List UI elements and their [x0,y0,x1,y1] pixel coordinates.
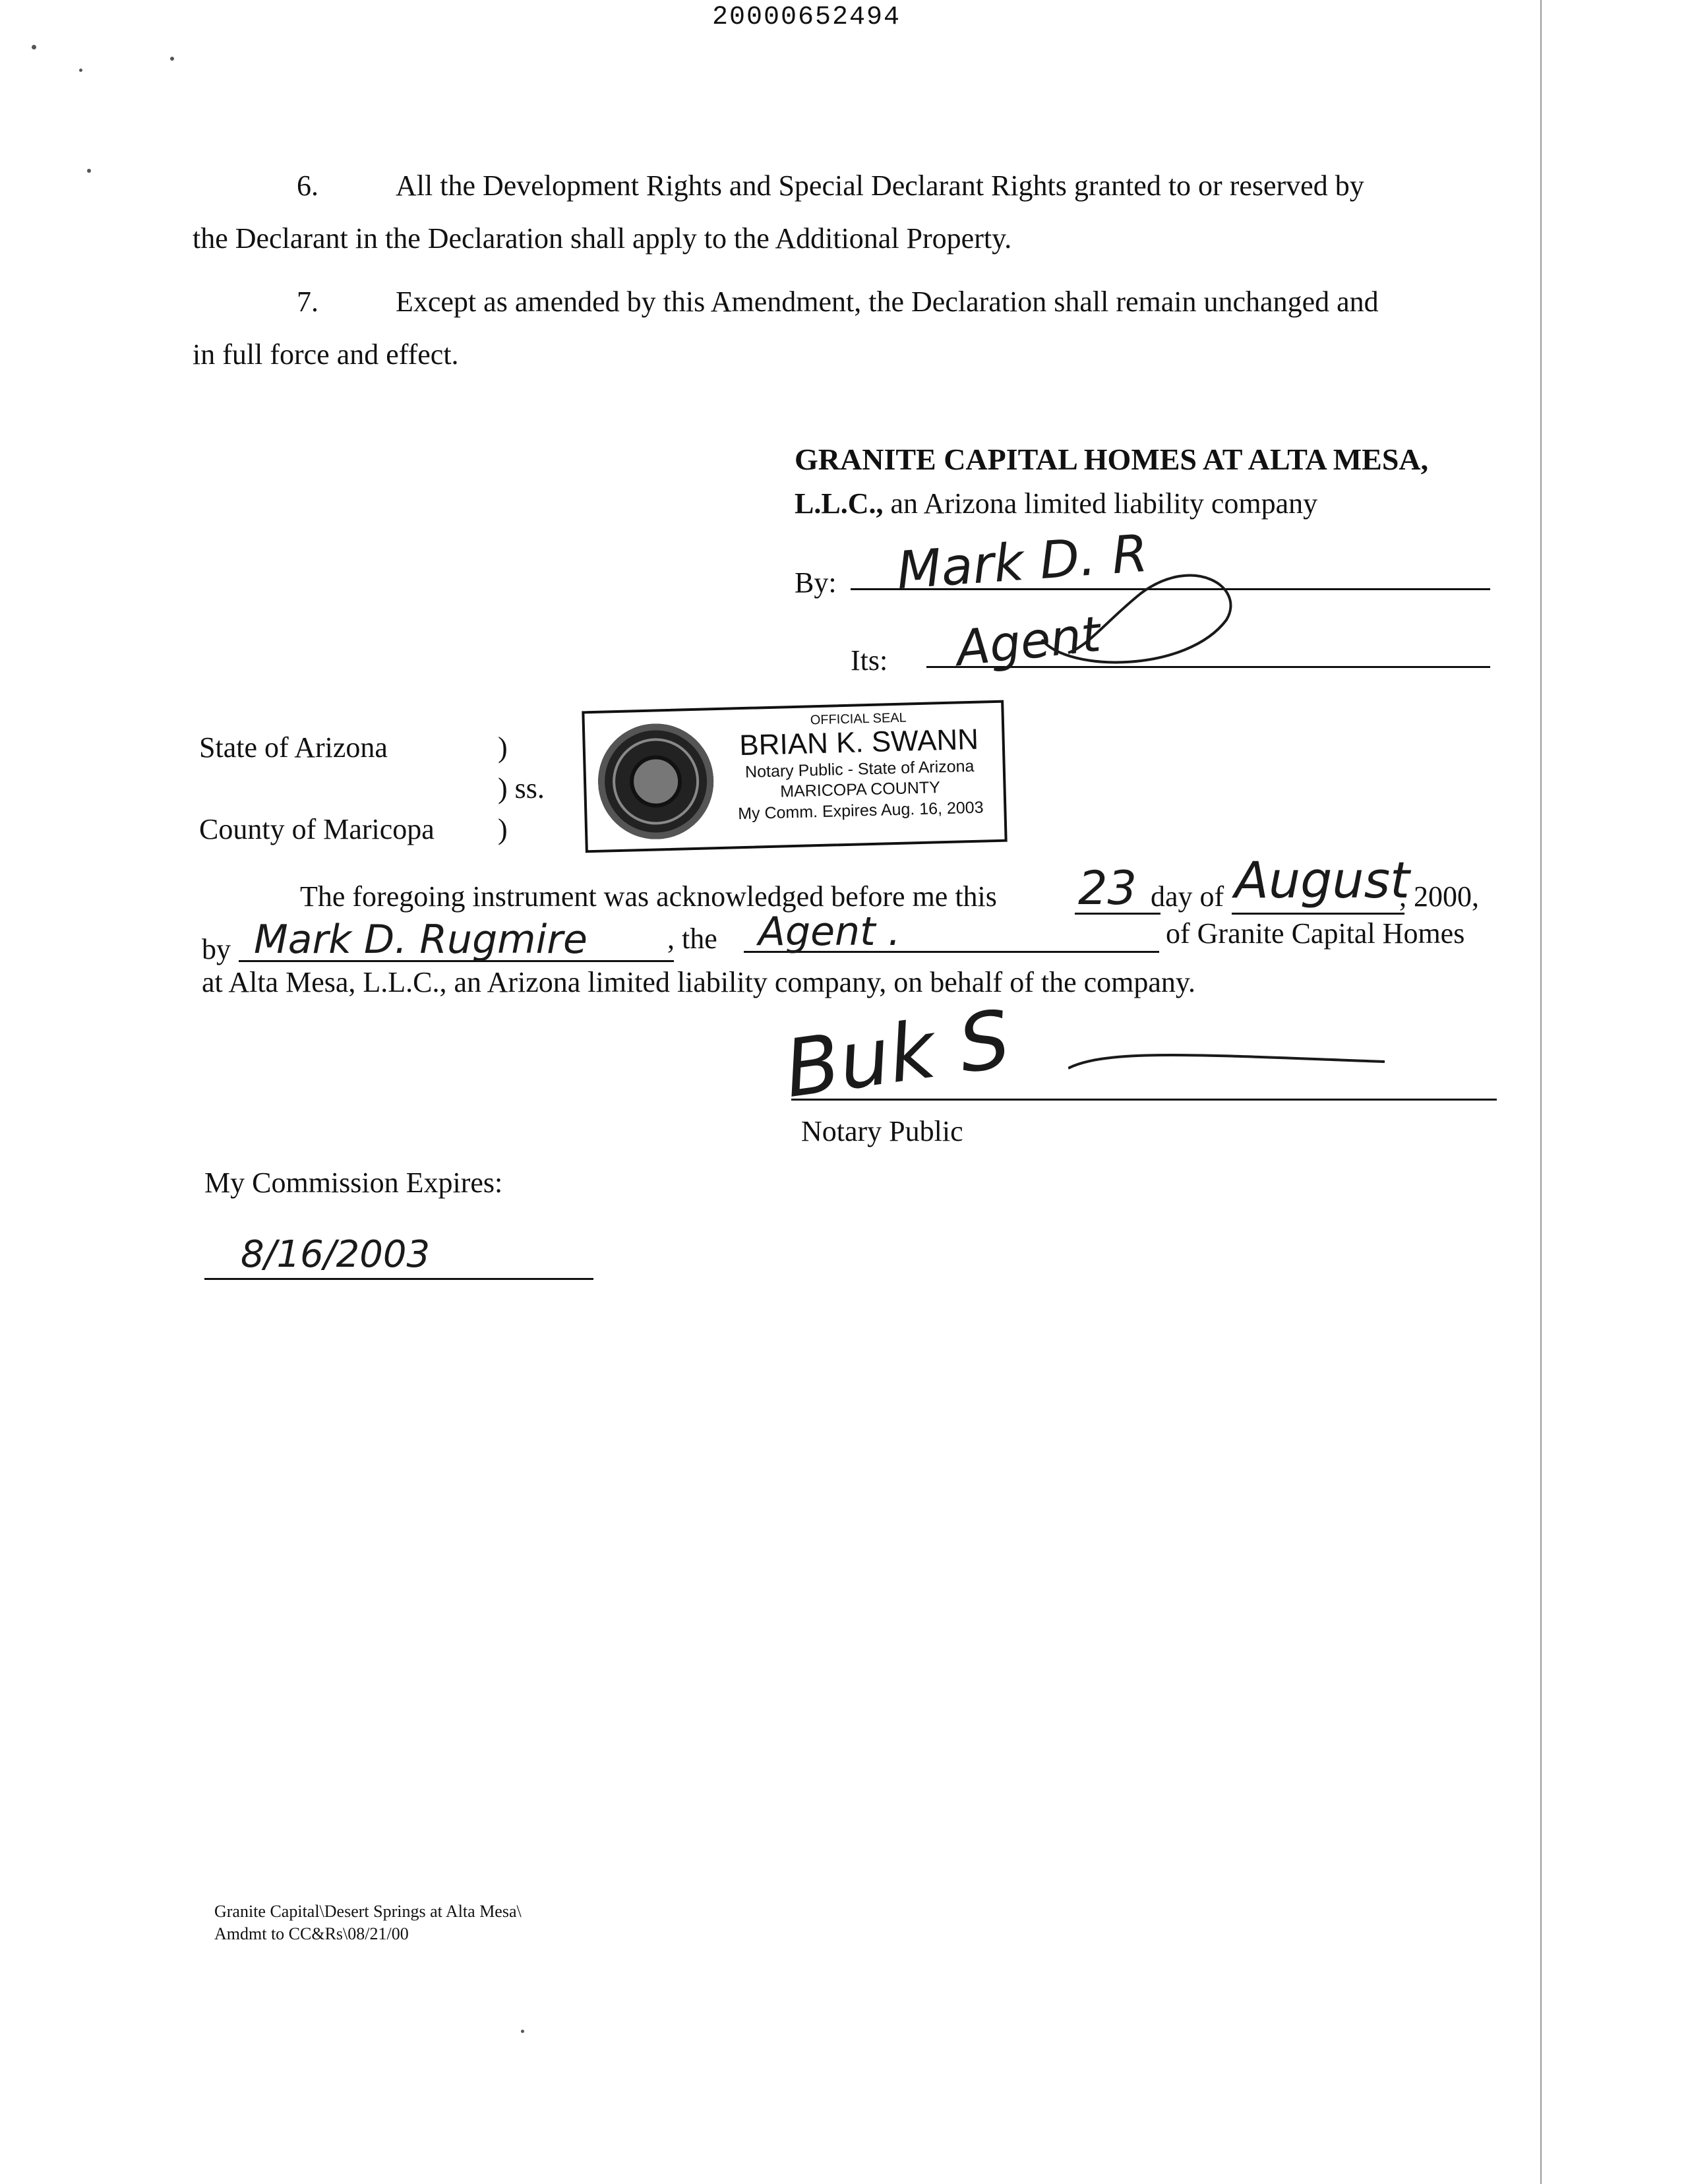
year-text: , 2000, [1399,880,1479,913]
notary-public-label: Notary Public [801,1115,963,1147]
acknowledgment-line-3: at Alta Mesa, L.L.C., an Arizona limited liability company, on behalf of the company. [202,966,1196,998]
month-line [1232,913,1404,915]
paragraph-number: 6. [297,169,318,202]
day-of-text: day of [1151,880,1224,913]
handwritten-name: Mark D. Rugmire [254,917,588,963]
venue-paren-bottom: ) [498,813,508,845]
paragraph-6-continued [193,212,1011,265]
the-text: , the [667,923,717,955]
its-label: Its: [851,644,888,677]
handwritten-commission-date: 8/16/2003 [241,1233,431,1276]
venue-state: State of Arizona [199,731,388,764]
company-suffix: L.L.C., [795,487,884,520]
by-label: By: [795,566,837,599]
commission-expires-label: My Commission Expires: [204,1167,503,1199]
notary-signature-tail [1068,1042,1398,1081]
scan-speck [32,45,36,49]
seal-county: MARICOPA COUNTY [779,778,941,801]
company-name: GRANITE CAPITAL HOMES AT ALTA MESA, [795,442,1429,476]
file-path-line-2: Amdmt to CC&Rs\08/21/00 [214,1924,409,1943]
venue-ss: ) ss. [498,772,545,804]
seal-expiration: My Comm. Expires Aug. 16, 2003 [737,798,984,824]
paragraph-text: Except as amended by this Amendment, the Declaration shall remain unchanged and [396,286,1379,318]
state-seal-icon [597,722,715,841]
notary-signature: Buk S [779,993,1016,1116]
scan-speck [521,2030,524,2033]
handwritten-title: Agent . [758,909,901,955]
paragraph-text: in full force and effect. [193,338,459,371]
paragraph-6 [297,160,1364,212]
scan-edge-line [1540,0,1542,2184]
of-company-text: of Granite Capital Homes [1166,917,1465,950]
paragraph-text: the Declarant in the Declaration shall apply to the Additional Property. [193,222,1012,255]
seal-notary-title: Notary Public - State of Arizona [744,756,975,781]
venue-paren-top: ) [498,731,508,764]
acknowledgment-text: The foregoing instrument was acknowledged before me this [300,880,997,913]
file-path-line-1: Granite Capital\Desert Springs at Alta Mesa\ [214,1902,522,1921]
paragraph-number: 7. [297,286,318,318]
venue-county: County of Maricopa [199,813,435,845]
by-signature: Mark D. R [895,524,1150,601]
scan-speck [79,69,82,72]
by-text: by [202,933,231,965]
its-handwritten-title: Agent [953,605,1103,678]
company-description [795,487,1317,520]
commission-date-line [204,1278,593,1280]
document-number: 20000652494 [712,3,901,32]
file-path-note [214,1900,522,1945]
handwritten-month: August [1234,851,1410,909]
company-type: an Arizona limited liability company [883,487,1318,520]
paragraph-7-continued [193,328,459,381]
notary-seal [582,700,1007,853]
paragraph-text: All the Development Rights and Special Declarant Rights granted to or reserved by [396,169,1364,202]
seal-notary-name: BRIAN K. SWANN [738,723,979,762]
scan-speck [87,169,91,173]
scan-speck [170,57,174,61]
handwritten-day: 23 [1078,861,1137,915]
seal-heading: OFFICIAL SEAL [810,710,907,728]
seal-text [716,707,1002,826]
paragraph-7 [297,276,1379,328]
